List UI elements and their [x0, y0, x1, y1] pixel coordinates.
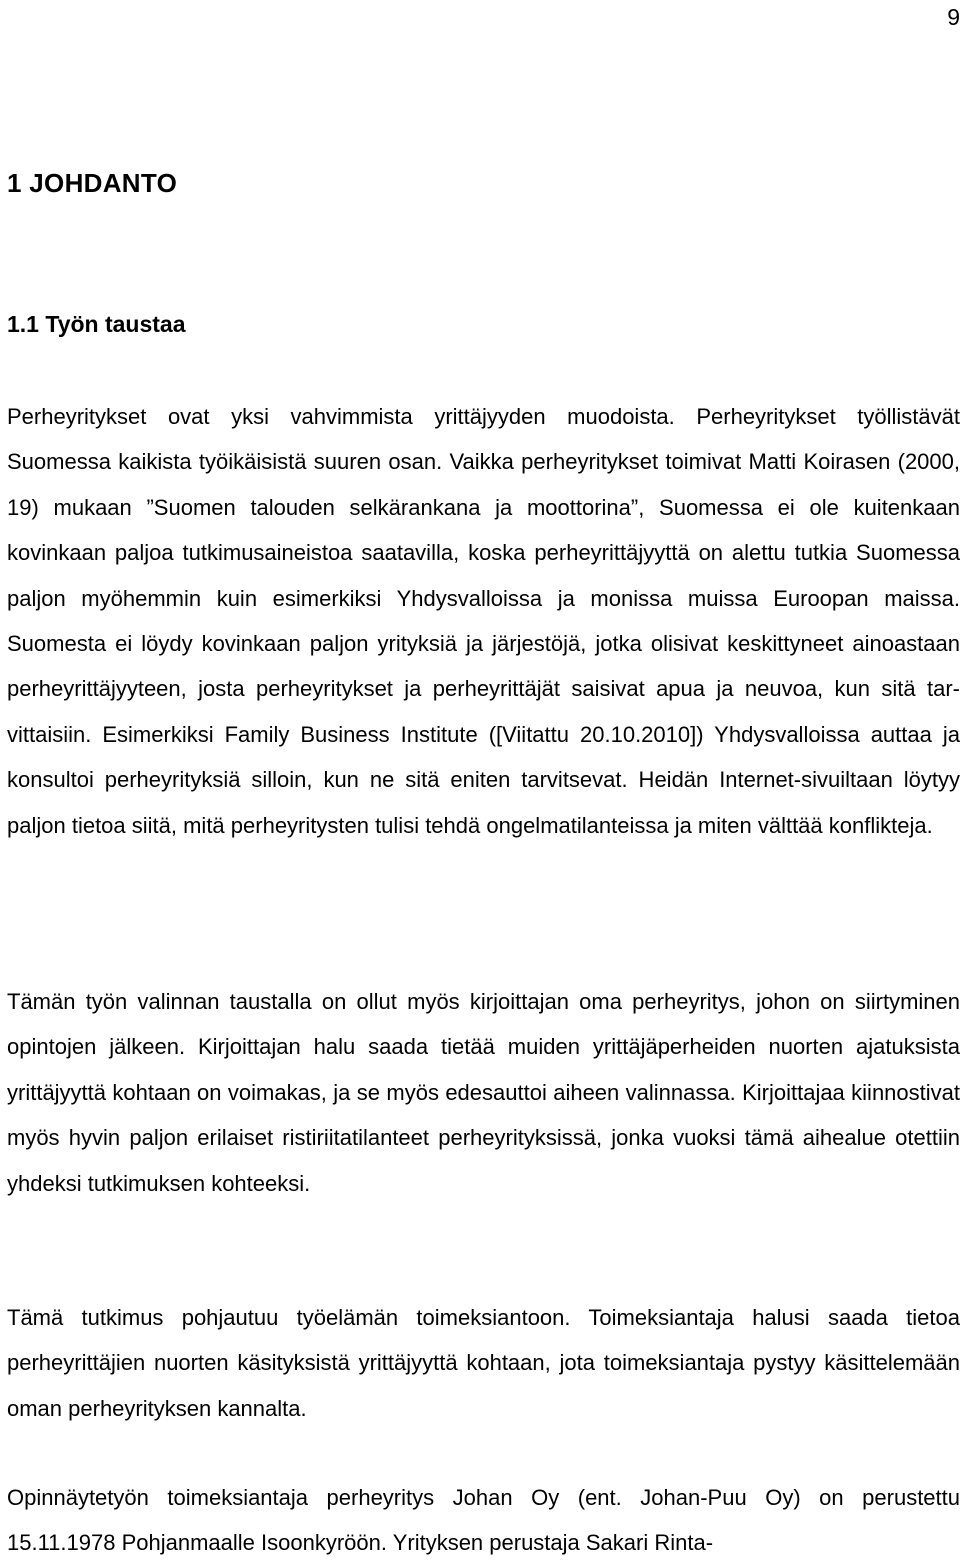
- paragraph-background: Perheyritykset ovat yksi vahvimmista yrittäjyyden muodoista. Perheyritykset työllistävät Suomessa kaikista työikäisistä suuren osan. Vaikka perheyritykset toimivat Matti Koirasen (2000, 19) mukaan ”Suomen talouden selkärankana ja moottorina”, Suomessa ei ole kuitenkaan kovinkaan paljoa tutkimusaineistoa saatavilla, koska perheyrittäjyyttä on alettu tutkia Suomessa paljon myöhemmin kuin esimerkiksi Yhdysvalloissa ja monissa muissa Euroopan maissa. Suomesta ei löydy kovinkaan paljon yrityksiä ja järjestöjä, jotka olisivat keskittyneet ainoastaan perheyrittäjyyteen, josta perheyritykset ja perheyrittäjät saisivat apua ja neuvoa, kun sitä tarvittaisiin. Esimerkiksi Family Business Institute ([Viitattu 20.10.2010]) Yhdysvalloissa auttaa ja konsultoi perheyrityksiä silloin, kun ne sitä eniten tarvitsevat. Heidän Internet-sivuiltaan löytyy paljon tietoa siitä, mitä perheyritysten tulisi tehdä ongelmatilanteissa ja miten välttää konflikteja.: [7, 404, 960, 838]
- paragraph-commission: Tämä tutkimus pohjautuu työelämän toimeksiantoon. Toimeksiantaja halusi saada tietoa perheyrittäjien nuorten käsityksistä yrittäjyyttä kohtaan, jota toimeksiantaja pystyy käsittelemään oman perheyrityksen kannalta.: [7, 1305, 960, 1421]
- chapter-title: 1 JOHDANTO: [7, 168, 178, 198]
- paragraph-motivation: Tämän työn valinnan taustalla on ollut myös kirjoittajan oma perheyritys, johon on siirtyminen opintojen jälkeen. Kirjoittajan halu saada tietää muiden yrittäjäperheiden nuorten ajatuksista yrittäjyyttä kohtaan on voimakas, ja se myös edesauttoi aiheen valinnassa. Kirjoittajaa kiinnostivat myös hyvin paljon erilaiset ristiriitatilanteet perheyrityksissä, jonka vuoksi tämä aihealue otettiin yhdeksi tutkimuksen kohteeksi.: [7, 989, 960, 1196]
- section-title: 1.1 Työn taustaa: [7, 311, 186, 337]
- page-number: 9: [947, 4, 960, 30]
- paragraph-client-company: Opinnäytetyön toimeksiantaja perheyritys Johan Oy (ent. Johan-Puu Oy) on perustettu 15.11.1978 Pohjanmaalle Isoonkyröön. Yrityksen perustaja Sakari Rinta-: [7, 1485, 960, 1556]
